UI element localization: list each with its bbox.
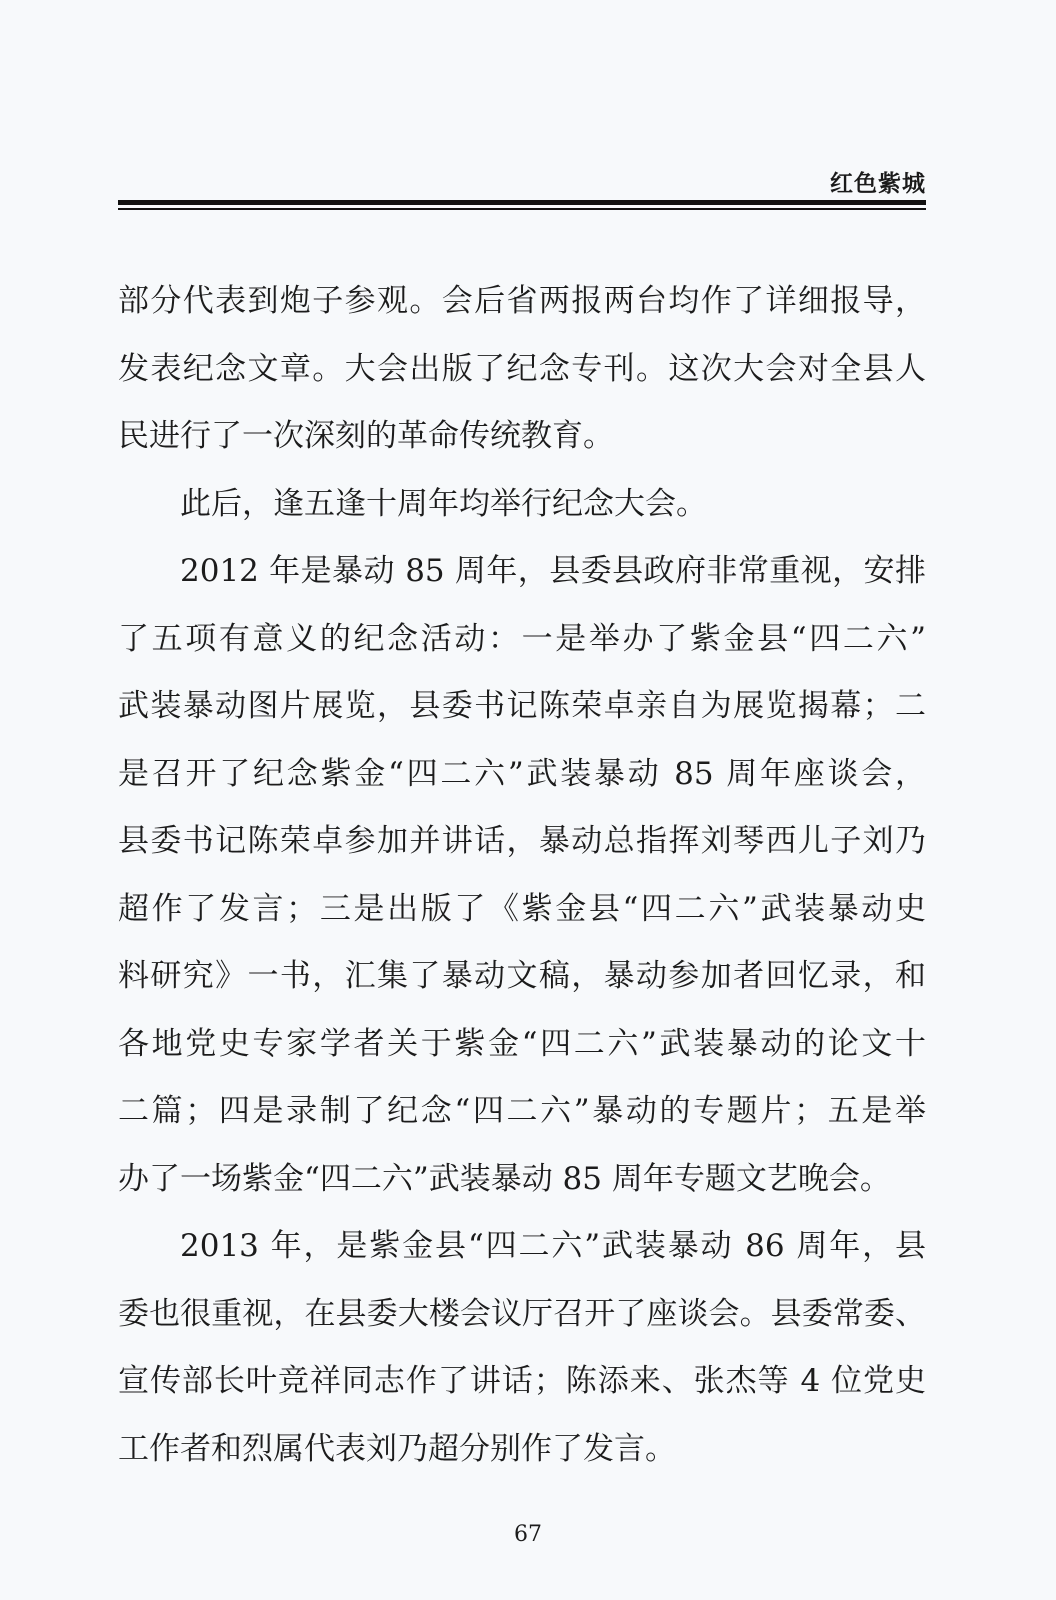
text-line: 是召开了纪念紫金“四二六”武装暴动 85 周年座谈会， — [118, 755, 926, 792]
text-line: 办了一场紫金“四二六”武装暴动 85 周年专题文艺晚会。 — [118, 1160, 891, 1197]
text-line: 了五项有意义的纪念活动：一是举办了紫金县“四二六” — [118, 620, 926, 657]
header-rule-thick — [118, 200, 926, 205]
paragraph — [118, 471, 926, 539]
text-line: 此后，逢五逢十周年均举行纪念大会。 — [180, 485, 707, 522]
text-line: 县委书记陈荣卓参加并讲话，暴动总指挥刘琴西儿子刘乃 — [118, 823, 926, 859]
text-line: 宣传部长叶竞祥同志作了讲话；陈添来、张杰等 4 位党史 — [118, 1363, 926, 1399]
text-line: 超作了发言；三是出版了《紫金县“四二六”武装暴动史 — [118, 890, 926, 927]
text-line: 各地党史专家学者关于紫金“四二六”武装暴动的论文十 — [118, 1025, 926, 1062]
text-line: 2012 年是暴动 85 周年，县委县政府非常重视，安排 — [180, 553, 926, 589]
text-line: 2013 年，是紫金县“四二六”武装暴动 86 周年，县 — [180, 1228, 926, 1264]
body-text — [118, 268, 926, 1483]
text-line: 委也很重视，在县委大楼会议厅召开了座谈会。县委常委、 — [118, 1295, 926, 1332]
text-line: 料研究》一书，汇集了暴动文稿，暴动参加者回忆录，和 — [118, 958, 926, 994]
text-line: 工作者和烈属代表刘乃超分别作了发言。 — [118, 1430, 676, 1467]
text-line: 发表纪念文章。大会出版了纪念专刊。这次大会对全县人 — [118, 350, 926, 387]
running-header-title: 红色紫城 — [830, 171, 926, 197]
page-number: 67 — [514, 1522, 542, 1547]
paragraph — [118, 268, 926, 471]
text-line: 武装暴动图片展览，县委书记陈荣卓亲自为展览揭幕；二 — [118, 688, 926, 724]
header-rule-thin — [118, 208, 926, 210]
paragraph — [118, 1213, 926, 1483]
text-line: 部分代表到炮子参观。会后省两报两台均作了详细报导， — [118, 283, 926, 319]
paragraph — [118, 538, 926, 1213]
text-line: 二篇；四是录制了纪念“四二六”暴动的专题片；五是举 — [118, 1093, 926, 1129]
text-line: 民进行了一次深刻的革命传统教育。 — [118, 418, 614, 454]
